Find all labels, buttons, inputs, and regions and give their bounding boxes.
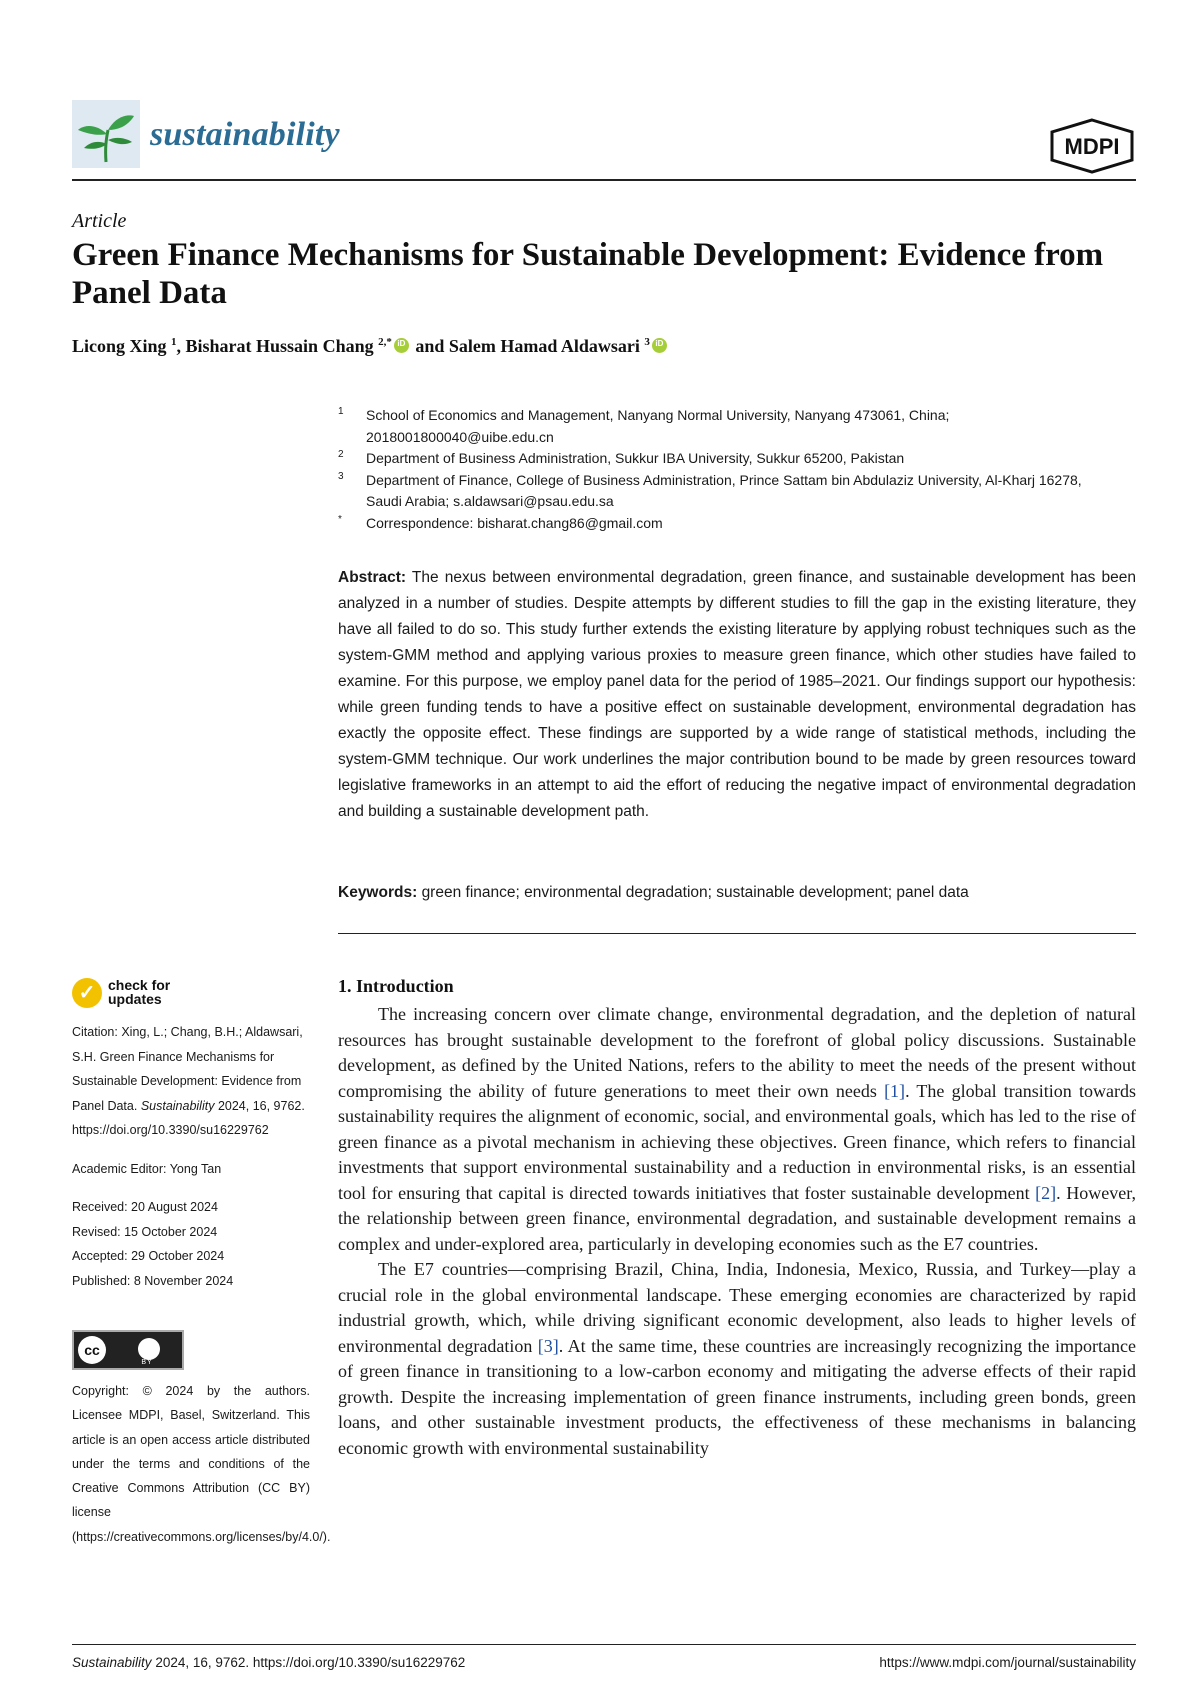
footer-doi[interactable]: 2024, 16, 9762. https://doi.org/10.3390/su16229762 <box>155 1655 466 1670</box>
keywords <box>338 880 1136 906</box>
reference-link[interactable]: [2] <box>1035 1182 1057 1203</box>
paragraph-text: . The global transition towards sustainability requires the alignment of economic, social, and environmental goals, which has led to the rise of green finance as a pivotal mechanism in achieving these objectives. Green finance, which refers to financial investments that support environmental sustainability and a reduction in environmental risks, is an essential tool for ensuring that capital is directed towards initiatives that foster sustainable development <box>338 1080 1136 1203</box>
paragraph-text: The increasing concern over climate change, environmental degradation, and the depletion of natural resources has brought sustainable development to the forefront of global policy discussions. Sustainable development, as defined by the United Nations, refers to the ability to meet the needs of the present without compromising the ability of future generations to meet their own needs <box>338 1004 1136 1101</box>
journal-logo <box>72 100 140 168</box>
paragraph-text: The E7 countries—comprising Brazil, China, India, Indonesia, Mexico, Russia, and Turkey—play a crucial role in the global environmental landscape. These emerging economies are characterized by rapid industrial growth, which, while driving significant economic development, also leads to higher levels of environmental degradation <box>338 1259 1136 1356</box>
citation-doi[interactable]: 2024, 16, 9762. https://doi.org/10.3390/su16229762 <box>72 1098 305 1137</box>
affiliation-text: Department of Business Administration, Sukkur IBA University, Sukkur 65200, Pakistan <box>366 450 905 466</box>
revised-date: Revised: 15 October 2024 <box>72 1224 218 1239</box>
keywords-text: green finance; environmental degradation; sustainable development; panel data <box>421 884 969 901</box>
author-name[interactable]: Salem Hamad Aldawsari <box>448 336 640 356</box>
affiliation-item <box>338 513 1098 535</box>
academic-editor: Academic Editor: Yong Tan <box>72 1161 222 1176</box>
affiliation-item <box>338 470 1098 513</box>
author-separator: and <box>410 336 449 356</box>
author-affil-sup: 1 <box>171 336 177 348</box>
author-separator: , <box>176 336 186 356</box>
paragraph-text: . However, the relationship between green finance, environmental degradation, and sustainable development remains a complex and under-explored area, particularly in developing economies such as the E7 countries. <box>338 1182 1136 1254</box>
orcid-icon[interactable] <box>652 338 667 353</box>
footer-journal-url[interactable]: https://www.mdpi.com/journal/sustainability <box>879 1655 1136 1670</box>
plant-icon <box>72 100 140 168</box>
author-affil-sup: 2,* <box>378 336 392 348</box>
affiliations <box>338 405 1098 534</box>
cc-by-license-badge[interactable] <box>72 1330 184 1370</box>
author-name[interactable]: Bisharat Hussain Chang <box>185 336 374 356</box>
paragraph-text: . At the same time, these countries are increasingly recognizing the importance of green finance in transitioning to a low-carbon economy and mitigating the adverse effects of their rapid growth. Despite the increasing implementation of green finance instruments, including green bonds, green loans, and other sustainable investment products, the effectiveness of these mechanisms in balancing economic growth with environmental sustainability <box>338 1335 1136 1458</box>
paragraph <box>338 1002 1136 1257</box>
published-date: Published: 8 November 2024 <box>72 1273 234 1288</box>
section-heading: 1. Introduction <box>338 976 454 996</box>
accepted-date: Accepted: 29 October 2024 <box>72 1249 225 1263</box>
affiliation-text: Department of Finance, College of Business Administration, Prince Sattam bin Abdulaziz University, Al-Kharj 16278, Saudi Arabia; s.aldawsari@psau.edu.sa <box>366 471 1082 509</box>
affiliation-number: * <box>338 513 342 525</box>
check-icon <box>72 978 102 1008</box>
citation-label: Citation: <box>72 1025 118 1039</box>
publisher-name: MDPI <box>1064 134 1120 159</box>
body-text <box>338 1002 1136 1461</box>
received-date: Received: 20 August 2024 <box>72 1200 218 1214</box>
journal-name: sustainability <box>150 116 340 153</box>
affiliation-text: School of Economics and Management, Nanyang Normal University, Nanyang 473061, China; 2018001800040@uibe.edu.cn <box>366 407 950 445</box>
article-info-sidebar <box>72 1020 310 1293</box>
citation <box>72 1020 310 1143</box>
attribution-icon <box>138 1338 160 1360</box>
cc-by-label: BY <box>141 1359 153 1366</box>
mdpi-logo <box>1048 118 1136 179</box>
footer-citation <box>72 1655 465 1670</box>
abstract-text: The nexus between environmental degradation, green finance, and sustainable development has been analyzed in a number of studies. Despite attempts by different studies to fill the gap in the existing literature, they have all failed to do so. This study further extends the existing literature by applying robust techniques such as the system-GMM method and applying various proxies to measure green finance, which other studies have failed to examine. For this purpose, we employ panel data for the period of 1985–2021. Our findings support our hypothesis: while green funding tends to have a positive effect on sustainable development, environmental degradation has exactly the opposite effect. These findings are supported by a wide range of statistical methods, including the system-GMM technique. Our work underlines the major contribution bound to be made by green resources toward legislative frameworks in an attempt to aid the effort of reducing the negative impact of environmental degradation and building a sustainable development path. <box>338 569 1136 820</box>
reference-link[interactable]: [1] <box>884 1080 906 1101</box>
affiliation-item <box>338 448 1098 470</box>
article-type: Article <box>72 210 127 232</box>
affiliation-item <box>338 405 1098 448</box>
footer-journal: Sustainability <box>72 1655 152 1670</box>
abstract <box>338 565 1136 825</box>
orcid-icon[interactable] <box>394 338 409 353</box>
author-name[interactable]: Licong Xing <box>72 336 167 356</box>
affiliation-number: 3 <box>338 470 344 482</box>
paragraph <box>338 1257 1136 1461</box>
abstract-divider <box>338 933 1136 934</box>
cc-icon: cc <box>78 1336 106 1364</box>
abstract-label: Abstract: <box>338 569 407 586</box>
copyright-notice: Copyright: © 2024 by the authors. Licensee MDPI, Basel, Switzerland. This article is an open access article distributed under the terms and conditions of the Creative Commons Attribution (CC BY) license (https://creativecommons.org/licenses/by/4.0/). <box>72 1384 331 1544</box>
correspondence-text: Correspondence: bisharat.chang86@gmail.com <box>366 514 663 531</box>
reference-link[interactable]: [3] <box>537 1335 559 1356</box>
keywords-label: Keywords: <box>338 884 418 901</box>
affiliation-number: 1 <box>338 406 344 417</box>
header-divider <box>72 179 1136 181</box>
author-list <box>72 336 669 357</box>
citation-journal: Sustainability <box>140 1098 215 1113</box>
author-affil-sup: 3 <box>644 336 650 348</box>
citation-text: Xing, L.; Chang, B.H.; Aldawsari, S.H. Green Finance Mechanisms for Sustainable Development: Evidence from Panel Data. <box>72 1025 303 1113</box>
check-for-updates-label: check for updates <box>108 977 171 1007</box>
article-title: Green Finance Mechanisms for Sustainable Development: Evidence from Panel Data <box>72 237 1104 311</box>
footer-divider <box>72 1644 1136 1645</box>
affiliation-number: 2 <box>338 449 344 460</box>
